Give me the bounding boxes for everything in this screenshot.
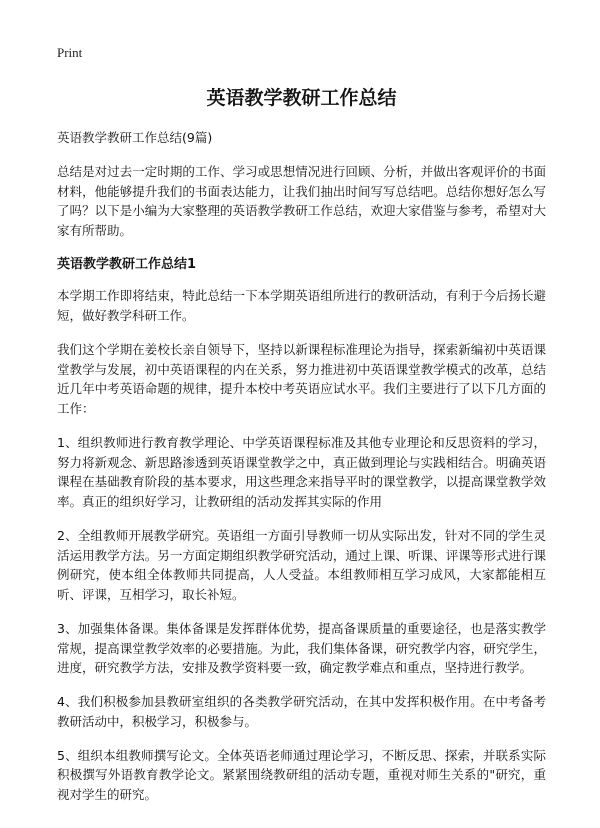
body-paragraph: 4、我们积极参加县教研室组织的各类教学研究活动，在其中发挥积极作用。在中考备考教研活动中，积极学习，积极参与。 [57,694,546,729]
body-paragraph: 5、组织本组教师撰写论文。全体英语老师通过理论学习，不断反思、探索，并联系实际积极撰写外语教育教学论文。紧紧围绕教研组的活动专题，重视对师生关系的"研究，重视对学生的研究。 [57,747,546,803]
body-paragraph: 本学期工作即将结束，特此总结一下本学期英语组所进行的教研活动，有利于今后扬长避短，做好教学科研工作。 [57,288,546,324]
section-heading: 英语教学教研工作总结1 [57,256,197,272]
document-subtitle: 英语教学教研工作总结(9篇) [57,129,213,145]
body-paragraph: 1、组织教师进行教育教学理论、中学英语课程标准及其他专业理论和反思资料的学习，努力将新观念、新思路渗透到英语课堂教学之中，真正做到理论与实践相结合。明确英语课程在基础教育阶段的基本要求，用这些理念来指导平时的课堂教学，以提高课堂教学效率。真正的组织好学习，让教研组的活动发挥其实际的作用 [57,434,546,510]
body-paragraph: 3、加强集体备课。集体备课是发挥群体优势，提高备课质量的重要途径，也是落实教学常规，提高课堂教学效率的必要措施。为此，我们集体备课，研究教学内容，研究学生，进度，研究教学方法，安排及教学资料要一致，确定教学难点和重点，坚持进行教学。 [57,620,546,676]
intro-paragraph: 总结是对过去一定时期的工作、学习或思想情况进行回顾、分析，并做出客观评价的书面材料，他能够提升我们的书面表达能力，让我们抽出时间写写总结吧。总结你想好怎么写了吗？以下是小编为大家整理的英语教学教研工作总结，欢迎大家借鉴与参考，希望对大家有所帮助。 [57,163,546,239]
body-paragraph: 我们这个学期在姜校长亲自领导下，坚持以新课程标准理论为指导，探索新编初中英语课堂教学与发展，初中英语课程的内在关系，努力推进初中英语课堂教学模式的改革，总结近几年中考英语命题的规律，提升本校中考英语应试水平。我们主要进行了以下几方面的工作： [57,341,546,417]
print-link[interactable]: Print [57,45,83,60]
body-paragraph: 2、全组教师开展教学研究。英语组一方面引导教师一切从实际出发，针对不同的学生灵活运用教学方法。另一方面定期组织教学研究活动，通过上课、听课、评课等形式进行课例研究，使本组全体教师共同提高，人人受益。本组教师相互学习成风，大家都能相互听、评课，互相学习，取长补短。 [57,527,546,603]
page-title: 英语教学教研工作总结 [206,87,397,109]
